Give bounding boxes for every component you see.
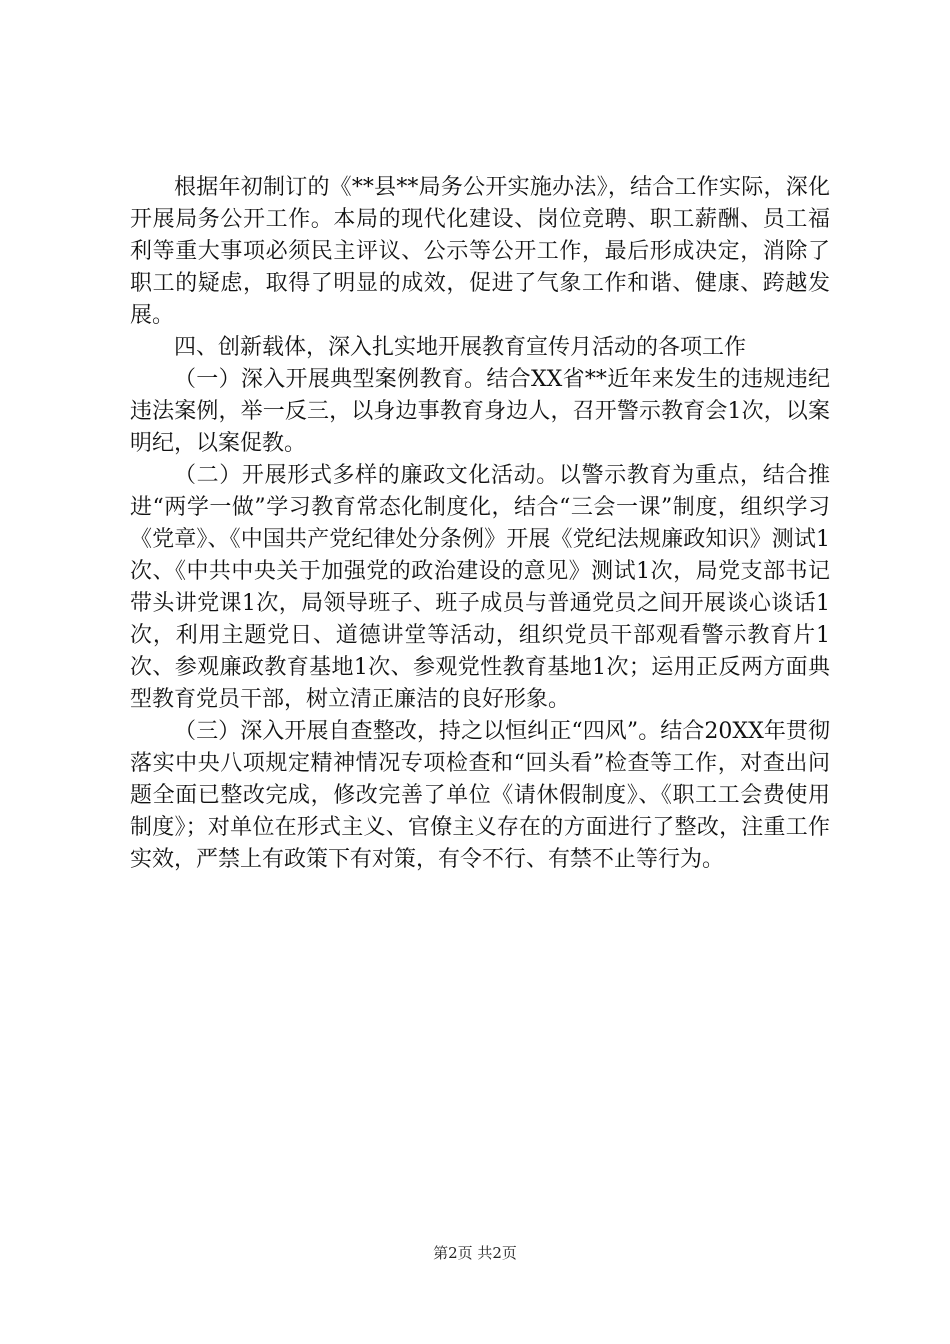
document-body — [130, 172, 830, 876]
page-number-footer: 第2页 共2页 — [433, 1244, 517, 1262]
paragraph-case-education: （一）深入开展典型案例教育。结合XX省**近年来发生的违规违纪违法案例，举一反三，以身边事教育身边人，召开警示教育会1次，以案明纪，以案促教。 — [130, 367, 830, 456]
section-heading-four: 四、创新载体，深入扎实地开展教育宣传月活动的各项工作 — [174, 335, 747, 360]
paragraph-public-affairs: 根据年初制订的《**县**局务公开实施办法》，结合工作实际，深化开展局务公开工作。本局的现代化建设、岗位竞聘、职工薪酬、员工福利等重大事项必须民主评议、公示等公开工作，最后形成决定，消除了职工的疑虑，取得了明显的成效，促进了气象工作和谐、健康、跨越发展。 — [130, 175, 830, 328]
paragraph-culture-activities: （二）开展形式多样的廉政文化活动。以警示教育为重点，结合推进“两学一做”学习教育常态化制度化，结合“三会一课”制度，组织学习《党章》、《中国共产党纪律处分条例》开展《党纪法规廉政知识》测试1次、《中共中央关于加强党的政治建设的意见》测试1次，局党支部书记带头讲党课1次，局领导班子、班子成员与普通党员之间开展谈心谈话1次，利用主题党日、道德讲堂等活动，组织党员干部观看警示教育片1次、参观廉政教育基地1次、参观党性教育基地1次；运用正反两方面典型教育党员干部，树立清正廉洁的良好形象。 — [130, 463, 830, 712]
paragraph-self-inspection: （三）深入开展自查整改，持之以恒纠正“四风”。结合20XX年贯彻落实中央八项规定精神情况专项检查和“回头看”检查等工作，对查出问题全面已整改完成，修改完善了单位《请休假制度》、《职工工会费使用制度》；对单位在形式主义、官僚主义存在的方面进行了整改，注重工作实效，严禁上有政策下有对策，有令不行、有禁不止等行为。 — [130, 719, 830, 872]
